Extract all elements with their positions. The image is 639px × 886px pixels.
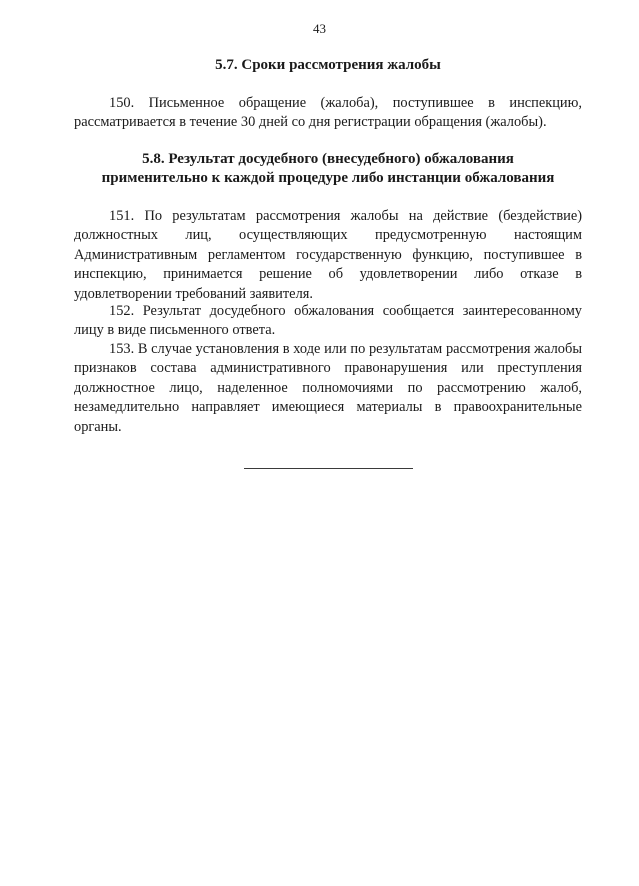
page-number: 43 (313, 21, 326, 36)
section-5-8-heading-line1: 5.8. Результат досудебного (внесудебного) обжалования (142, 151, 514, 167)
paragraph-151: 151. По результатам рассмотрения жалобы на действие (бездействие) должностных лиц, осуществляющих предусмотренную настоящим Административным регламентом государственную функцию, поступившее в инспекцию, принимается решение об удовлетворении либо отказе в удовлетворении требований заявителя. (74, 208, 582, 302)
paragraph-153: 153. В случае установления в ходе или по результатам рассмотрения жалобы признаков состава административного правонарушения или преступления должностное лицо, наделенное полномочиями по рассмотрению жалоб, незамедлительно направляет имеющиеся материалы в правоохранительные органы. (74, 341, 582, 435)
section-5-7-heading: 5.7. Сроки рассмотрения жалобы (215, 57, 441, 73)
paragraph-152: 152. Результат досудебного обжалования сообщается заинтересованному лицу в виде письменного ответа. (74, 303, 582, 339)
paragraph-150: 150. Письменное обращение (жалоба), поступившее в инспекцию, рассматривается в течение 30 дней со дня регистрации обращения (жалобы). (74, 95, 582, 131)
end-divider (244, 468, 413, 469)
section-5-8-heading-line2: применительно к каждой процедуре либо инстанции обжалования (101, 170, 555, 186)
section-5-8-heading (74, 150, 582, 188)
